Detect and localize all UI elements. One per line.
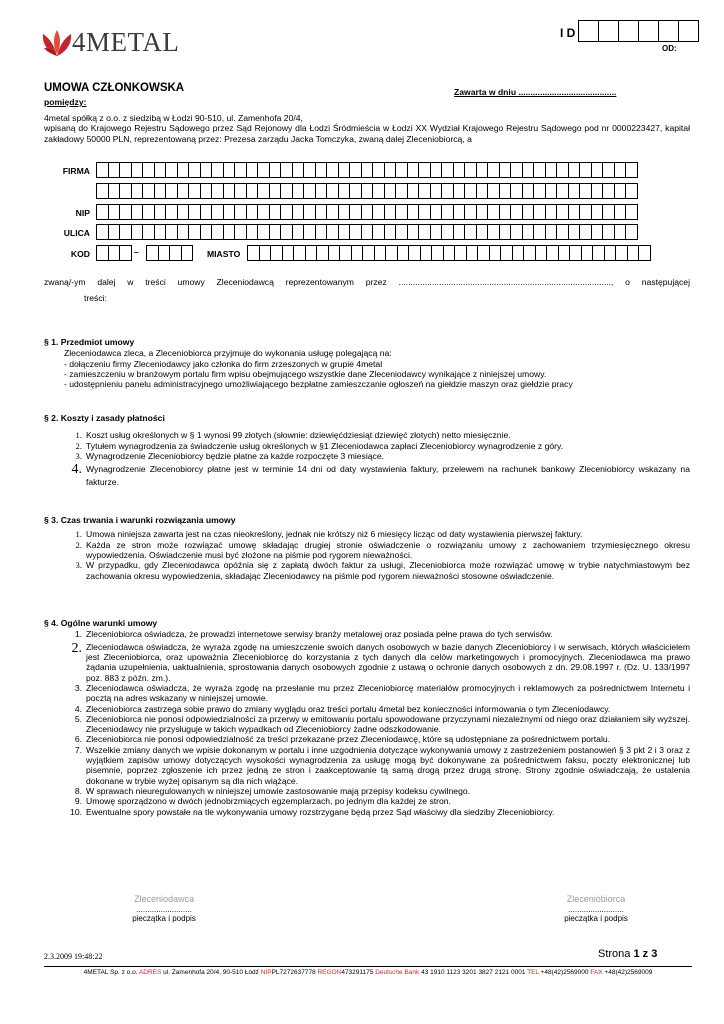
- ulica-row[interactable]: [97, 224, 638, 240]
- section-2-title: § 2. Koszty i zasady płatności: [44, 413, 165, 423]
- section-3-item: 1. Umowa niniejsza zawarta jest na czas nieokreślony, jednak nie krótszy niż 6 miesięcy licząc od daty wystawienia pierwszej faktury.: [75, 529, 583, 540]
- nip-row[interactable]: [97, 204, 638, 220]
- section-3-item: 3. W przypadku, gdy Zleceniodawca opóźnia się z zapłatą dwóch faktur za usługi, Zleceniobiorca może rozwiązać umowę w trybie natychmiastowym bez zachowania okresu wypowiedzenia, składając Zleceniodawcy na piśmie pod rygorem nieważności stosowne oświadczenie.: [75, 560, 690, 581]
- section-3-title: § 3. Czas trwania i warunki rozwiązania umowy: [44, 515, 236, 525]
- section-4-item: 10. Ewentualne spory powstałe na tle wykonywania umowy rozstrzygane będą przez Sąd właściwy dla siedziby Zleceniobiorcy.: [70, 806, 555, 817]
- logo-text: 4METAL: [72, 27, 180, 57]
- section-2-item: 3. Wynagrodzenie Zleceniobiorcy będzie płatne za każde rozpoczęte 3 miesiące.: [75, 450, 385, 461]
- input-cell[interactable]: [181, 245, 194, 261]
- signature-left-dots[interactable]: .........................: [136, 904, 192, 914]
- signature-left: [116, 894, 212, 924]
- section-2: [44, 413, 690, 488]
- section-4-item: 9. Umowę sporządzono w dwóch jednobrzmiących egzemplarzach, po jednym dla każdej ze stron.: [74, 796, 451, 807]
- firma-row-2[interactable]: [97, 183, 638, 199]
- id-grid[interactable]: [579, 20, 699, 42]
- input-cell[interactable]: [625, 224, 638, 240]
- print-date: 2.3.2009 19:48:22: [44, 952, 103, 961]
- section-2-item: 2. Tytułem wynagrodzenia za świadczenie usług określonych w §1 Zleceniodawca zapłaci Zleceniobiorcy wynagrodzenie z góry.: [75, 440, 564, 451]
- parties-line-1: 4metal spółką z o.o. z siedzibą w Łodzi 90-510, ul. Zamenhofa 20/4,: [44, 113, 303, 123]
- input-cell[interactable]: [625, 204, 638, 220]
- kod-label: KOD: [70, 249, 90, 259]
- firma-label: FIRMA: [62, 166, 90, 176]
- section-1-line: - udostępnieniu panelu administracyjnego umożliwiającego bezpłatne zamieszczanie ogłoszeń na giełdzie maszyn oraz giełdzie pracy: [64, 379, 573, 390]
- section-1-title: § 1. Przedmiot umowy: [44, 337, 135, 347]
- section-4-item: 4. Zleceniobiorca zastrzega sobie prawo do zmiany wyglądu oraz treści portalu 4metal bez konieczności informowania o tym Zleceniodawcy.: [74, 703, 611, 714]
- parties-paragraph: [44, 113, 690, 144]
- page-number: Strona 1 z 3: [598, 948, 658, 960]
- between-label: pomiędzy:: [44, 97, 87, 107]
- id-label: I D: [560, 26, 576, 40]
- input-cell[interactable]: [625, 162, 638, 178]
- section-4-title: § 4. Ogólne warunki umowy: [44, 618, 158, 628]
- signature-right-dots[interactable]: .........................: [568, 904, 624, 914]
- section-1-line: - zamieszczeniu w branżowym portalu firm wpisu obejmującego wszystkie dane Zleceniodawcy wynikające z niniejszej umowy.: [64, 368, 547, 379]
- section-1: [44, 337, 690, 390]
- section-3-item: 2. Każda ze stron może rozwiązać umowę składając drugiej stronie oświadczenie o rozwiązaniu umowy z zachowaniem trzymiesięcznego okresu wypowiedzenia. Oświadczenie musi być złożone na piśmie pod rygorem nieważności.: [75, 539, 690, 560]
- section-4-item: 6. Zleceniobiorca nie ponosi odpowiedzialność za treści przekazane przez Zleceniodawcę, które są udostępniane za pośrednictwem portalu.: [74, 734, 611, 745]
- leaf-logo-icon: [40, 28, 74, 58]
- kod-row-1[interactable]: [97, 245, 132, 261]
- section-2-item: 4. Wynagrodzenie Zlecenobiorcy płatne jest w terminie 14 dni od daty wystawienia faktury, przelewem na rachunek bankowy Zleceniobiorcy wskazany na fakturze.: [71, 462, 690, 487]
- signature-right: [548, 894, 644, 924]
- nip-label: NIP: [75, 208, 90, 218]
- kod-dash: –: [134, 247, 139, 257]
- section-4-item: 7. Wszelkie zmiany danych we wpisie dokonanym w portalu i inne uzgodnienia dotyczące wykonywania umowy z zastrzeżeniem postanowień § 3 pkt 2 i 3 oraz z wyjątkiem zapisów umowy dotyczących wysokości wynagrodzenia za usługę mogą być dokonywane za pośrednictwem faksu, poczty elektronicznej lub pisemnie, poprzez zgłoszenie ich przez jedną ze stron i zaakceptowanie tą samą drogą przez drugą stronę. Strony zgodnie oświadczają, że ustalenia dokonane w trybie wyżej opisanym są dla nich wiążące.: [74, 744, 690, 786]
- zwana-paragraph: [44, 277, 690, 304]
- document-title: UMOWA CZŁONKOWSKA: [44, 82, 185, 94]
- parties-line-2: wpisaną do Krajowego Rejestru Sądowego przez Sąd Rejonowy dla Łodzi Śródmieścia w Łodzi XX Wydział Krajowego Rejestru Sądowego pod nr 0000223427, kapitał zakładowy 50000 PLN, reprezentowaną przez: Prezesa zarządu Jacka Tomczyka, zwaną dalej Zleceniobiorcą, a: [44, 123, 690, 144]
- input-cell[interactable]: [638, 245, 651, 261]
- section-4-item: 2. Zleceniodawca oświadcza, że wyraża zgodę na umieszczenie swoich danych osobowych w bazie danych Zleceniobiorcy i w serwisach, których właścicielem jest Zleceniobiorca, oraz upoważnia Zleceniobiorcę do korzystania z tych danych dla celów marketingowych i promocyjnych. Zleceniodawca ma prawo żądania uzupełnienia, uaktualnienia, sprostowania danych osobowych zgodnie z ustawą o ochronie danych osobowych z dn. 29.08.1997 r. (Dz. U. 133/1997 poz. 883 z późn. zm.).: [71, 640, 690, 683]
- signature-right-name: Zleceniobiorca: [566, 894, 626, 904]
- od-label: OD:: [662, 44, 677, 53]
- miasto-label: MIASTO: [207, 249, 241, 259]
- input-cell[interactable]: [625, 183, 638, 199]
- section-2-item: 1. Koszt usług określonych w § 1 wynosi 99 złotych (słownie: dziewięćdziesiąt dziewięć złotych) netto miesięcznie.: [75, 430, 511, 441]
- section-4-item: 5. Zleceniobiorca nie ponosi odpowiedzialności za przerwy w emitowaniu portalu spowodowane przyczynami niezależnymi od niego oraz działaniem siły wyższej. Zleceniodawcy nie przysługuje w takich wypadkach od Zleceniobiorcy żadne odszkodowanie.: [74, 713, 690, 735]
- contract-date-field[interactable]: Zawarta w dniu .........................................: [454, 87, 617, 97]
- section-1-line: - dołączeniu firmy Zleceniodawcy jako członka do firm zrzeszonych w grupie 4metal: [64, 358, 383, 369]
- zwana-line-2: treści:: [84, 293, 107, 304]
- section-4-item: 1. Zleceniobiorca oświadcza, że prowadzi internetowe serwisy branży metalowej oraz posiada pełne prawa do tych serwisów.: [74, 629, 553, 640]
- section-4-item: 8. W sprawach nieuregulowanych w niniejszej umowie zastosowanie mają przepisy kodeksu cywilnego.: [74, 786, 471, 796]
- input-cell[interactable]: [119, 245, 132, 261]
- section-1-line: Zleceniodawca zleca, a Zleceniobiorca przyjmuje do wykonania usługę polegającą na:: [64, 348, 392, 359]
- section-3: [44, 515, 690, 581]
- footer-divider: [44, 966, 692, 967]
- signature-right-caption: pieczątka i podpis: [564, 914, 628, 924]
- company-footer: 4METAL Sp. z o.o. ADRES ul. Zamenhofa 20/4, 90-510 Łódź NIPPL7272637778 REGON473291175 Deutsche Bank 43 1910 1123 3201 3827 2121 0001 TEL +48(42)2569000 FAX +48(42)2569009: [83, 969, 653, 976]
- section-4: [44, 618, 690, 817]
- miasto-row[interactable]: [248, 245, 651, 261]
- signature-left-caption: pieczątka i podpis: [132, 914, 196, 924]
- kod-row-2[interactable]: [147, 245, 193, 261]
- signature-left-name: Zleceniodawca: [133, 894, 195, 904]
- section-4-item: 3. Zleceniodawca oświadcza, że wyraża zgodę na przesłanie mu przez Zleceniobiorcę materiałów promocyjnych i reklamowych za pośrednictwem Internetu i pocztą na adres wskazany w niniejszej umowie.: [74, 682, 690, 704]
- firma-row-1[interactable]: [97, 162, 638, 178]
- ulica-label: ULICA: [63, 228, 90, 238]
- company-logo: [40, 24, 180, 64]
- zwana-line-1: zwaną/-ym dalej w treści umowy Zleceniodawcą reprezentowanym przez ........................................................................................., o następującej: [44, 277, 690, 287]
